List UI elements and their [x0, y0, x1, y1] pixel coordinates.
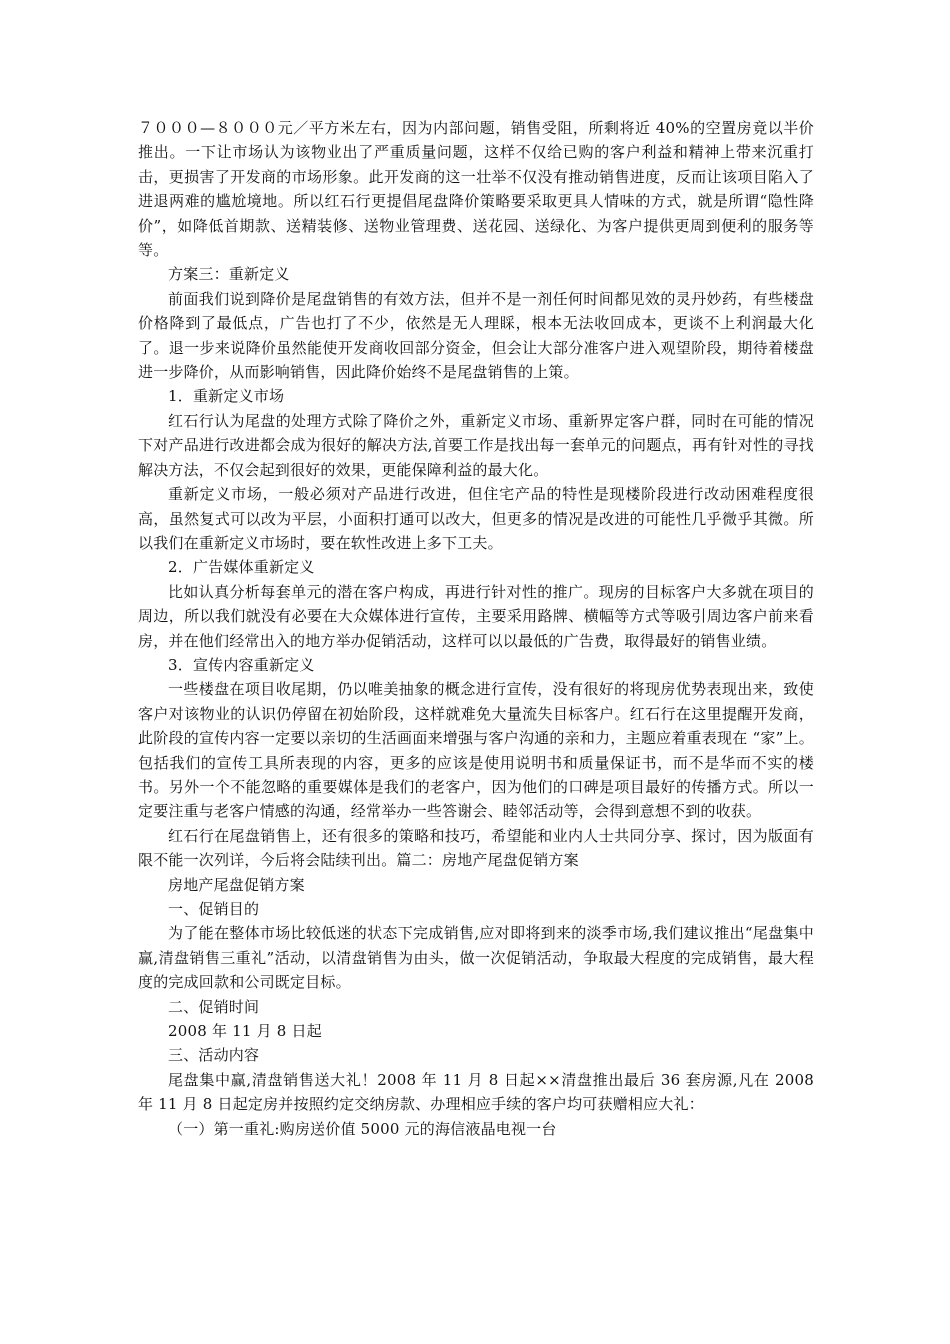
heading-plan-three: 方案三：重新定义	[168, 265, 290, 284]
heading-redefine-market: 1．重新定义市场	[168, 387, 285, 406]
paragraph-7: 红石行在尾盘销售上，还有很多的策略和技巧，希望能和业内人士共同分享、探讨，因为版面有限不能一次列详，今后将会陆续刊出。篇二：房地产尾盘促销方案	[138, 826, 814, 870]
heading-activity-content: 三、活动内容	[168, 1046, 260, 1065]
paragraph-9: 尾盘集中赢,清盘销售送大礼！2008 年 11 月 8 日起××清盘推出最后 36 套房源,凡在 2008 年 11 月 8 日起定房并按照约定交纳房款、办理相应手续的客户均可获赠相应大礼：	[138, 1070, 814, 1114]
first-gift-item: （一）第一重礼:购房送价值 5000 元的海信液晶电视一台	[168, 1119, 557, 1138]
promotion-date: 2008 年 11 月 8 日起	[168, 1022, 322, 1041]
paragraph-5: 比如认真分析每套单元的潜在客户构成，再进行针对性的推广。现房的目标客户大多就在项目的周边，所以我们就没有必要在大众媒体进行宣传，主要采用路牌、横幅等方式等吸引周边客户前来看房，并在他们经常出入的地方举办促销活动，这样可以以最低的广告费，取得最好的销售业绩。	[138, 582, 814, 650]
paragraph-4: 重新定义市场，一般必须对产品进行改进，但住宅产品的特性是现楼阶段进行改动困难程度很高，虽然复式可以改为平层，小面积打通可以改大，但更多的情况是改进的可能性几乎微乎其微。所以我们在重新定义市场时，要在软性改进上多下工夫。	[138, 485, 814, 552]
paragraph-1: ７０００—８０００元／平方米左右，因为内部问题，销售受阻，所剩将近 40%的空置房竟以半价推出。一下让市场认为该物业出了严重质量问题，这样不仅给已购的客户利益和精神上带来沉重打击，更损害了开发商的市场形象。此开发商的这一壮举不仅没有推动销售进度，反而让该项目陷入了进退两难的尴尬境地。所以红石行更提倡尾盘降价策略要采取更具人情味的方式，就是所谓“隐性降价”，如降低首期款、送精装修、送物业管理费、送花园、送绿化、为客户提供更周到便利的服务等等。	[138, 119, 814, 260]
paragraph-8: 为了能在整体市场比较低迷的状态下完成销售,应对即将到来的淡季市场,我们建议推出“尾盘集中赢,清盘销售三重礼”活动，以清盘销售为由头，做一次促销活动，争取最大程度的完成销售，最大程度的完成回款和公司既定目标。	[138, 924, 814, 992]
heading-redefine-content: 3．宣传内容重新定义	[168, 655, 315, 674]
paragraph-6: 一些楼盘在项目收尾期，仍以唯美抽象的概念进行宣传，没有很好的将现房优势表现出来，致使客户对该物业的认识仍停留在初始阶段，这样就难免大量流失目标客户。红石行在这里提醒开发商，此阶段的宣传内容一定要以亲切的生活画面来增强与客户沟通的亲和力，主题应着重表现在 “家”上。包括我们的宣传工具所表现的内容，更多的应该是使用说明书和质量保证书，而不是华而不实的楼书。另外一个不能忽略的重要媒体是我们的老客户，因为他们的口碑是项目最好的传播方式。所以一定要注重与老客户情感的沟通，经常举办一些答谢会、睦邻活动等，会得到意想不到的收获。	[138, 680, 814, 821]
heading-promotion-purpose: 一、促销目的	[168, 900, 260, 918]
document-body	[138, 116, 814, 1141]
heading-promotion-plan: 房地产尾盘促销方案	[168, 875, 305, 894]
paragraph-3: 红石行认为尾盘的处理方式除了降价之外，重新定义市场、重新界定客户群，同时在可能的情况下对产品进行改进都会成为很好的解决方法,首要工作是找出每一套单元的问题点，再有针对性的寻找解决方法，不仅会起到很好的效果，更能保障利益的最大化。	[138, 411, 814, 479]
paragraph-2: 前面我们说到降价是尾盘销售的有效方法，但并不是一剂任何时间都见效的灵丹妙药，有些楼盘价格降到了最低点，广告也打了不少，依然是无人理睬，根本无法收回成本，更谈不上利润最大化了。退一步来说降价虽然能使开发商收回部分资金，但会让大部分准客户进入观望阶段，期待着楼盘进一步降价，从而影响销售，因此降价始终不是尾盘销售的上策。	[138, 289, 814, 382]
heading-redefine-media: 2．广告媒体重新定义	[168, 558, 315, 577]
heading-promotion-time: 二、促销时间	[168, 997, 260, 1016]
